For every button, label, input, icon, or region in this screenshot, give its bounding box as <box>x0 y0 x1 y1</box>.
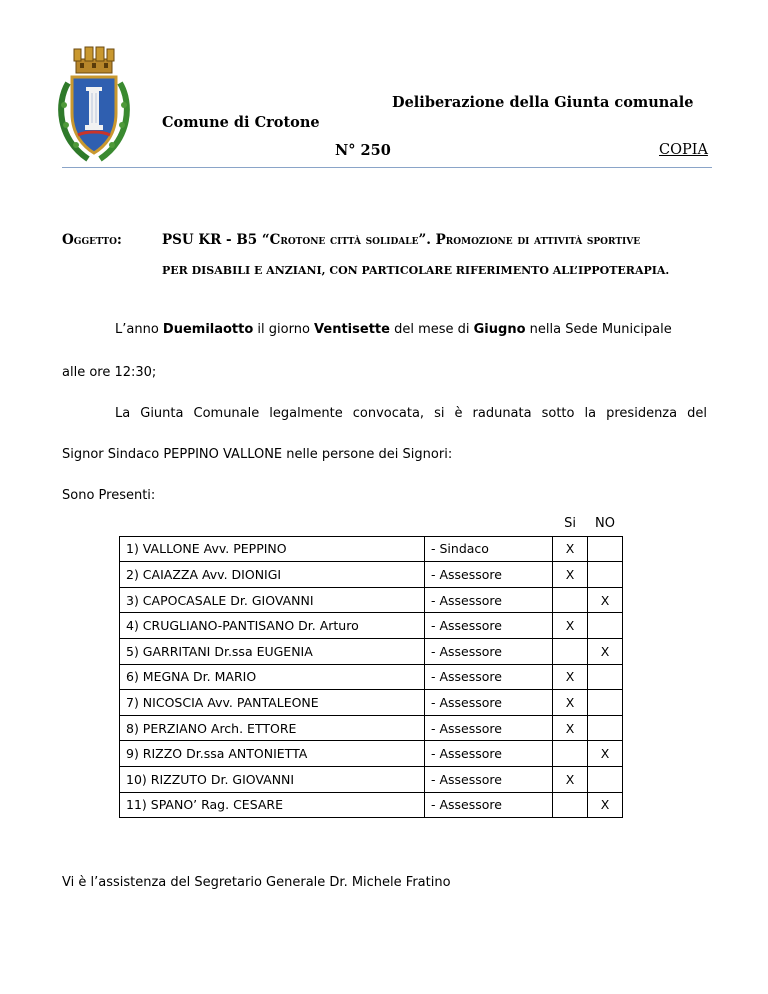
present-mark: X <box>553 613 588 639</box>
convocation-line-2: Signor Sindaco PEPPINO VALLONE nelle persone dei Signori: <box>62 447 453 462</box>
member-role: - Assessore <box>425 562 553 588</box>
member-role: - Assessore <box>425 766 553 792</box>
absent-mark <box>588 664 623 690</box>
table-row <box>120 613 623 639</box>
absent-mark <box>588 715 623 741</box>
table-row <box>120 766 623 792</box>
member-role: - Sindaco <box>425 536 553 562</box>
present-mark: X <box>553 664 588 690</box>
member-name: 11) SPANO’ Rag. CESARE <box>120 792 425 818</box>
secretary-assistance-line: Vi è l’assistenza del Segretario Generale Dr. Michele Fratino <box>62 875 451 890</box>
intro-month: Giugno <box>473 322 526 337</box>
table-row <box>120 741 623 767</box>
table-row <box>120 715 623 741</box>
table-row <box>120 562 623 588</box>
member-name: 7) NICOSCIA Avv. PANTALEONE <box>120 690 425 716</box>
member-name: 1) VALLONE Avv. PEPPINO <box>120 536 425 562</box>
intro-day: Ventisette <box>314 322 390 337</box>
absent-mark <box>588 562 623 588</box>
absent-mark: X <box>588 587 623 613</box>
member-role: - Assessore <box>425 638 553 664</box>
table-row <box>120 536 623 562</box>
intro-paragraph-line-2: alle ore 12:30; <box>62 365 157 380</box>
intro-paragraph-line-1 <box>115 322 672 337</box>
absent-mark <box>588 690 623 716</box>
member-role: - Assessore <box>425 664 553 690</box>
table-row <box>120 690 623 716</box>
member-role: - Assessore <box>425 741 553 767</box>
present-mark <box>553 741 588 767</box>
absent-mark <box>588 536 623 562</box>
document-title: Deliberazione della Giunta comunale <box>392 94 694 111</box>
intro-text: del mese di <box>389 322 474 337</box>
copy-label: COPIA <box>659 142 708 158</box>
member-name: 4) CRUGLIANO-PANTISANO Dr. Arturo <box>120 613 425 639</box>
present-mark: X <box>553 766 588 792</box>
present-mark <box>553 587 588 613</box>
member-name: 6) MEGNA Dr. MARIO <box>120 664 425 690</box>
member-role: - Assessore <box>425 690 553 716</box>
municipality-name: Comune di Crotone <box>162 114 320 131</box>
intro-year: Duemilaotto <box>162 322 254 337</box>
header-spacer <box>425 511 553 536</box>
subject-line-1: PSU KR - B5 “Crotone città solidale”. Promozione di attività sportive <box>162 232 641 248</box>
attendance-table <box>119 511 623 818</box>
header-no: NO <box>595 515 615 531</box>
crotone-coat-of-arms-icon <box>54 43 134 167</box>
present-mark: X <box>553 715 588 741</box>
convocation-line-1: La Giunta Comunale legalmente convocata, si è radunata sotto la presidenza del <box>115 406 707 421</box>
present-label: Sono Presenti: <box>62 488 156 503</box>
member-name: 2) CAIAZZA Avv. DIONIGI <box>120 562 425 588</box>
intro-text: L’anno <box>115 322 163 337</box>
member-role: - Assessore <box>425 587 553 613</box>
present-mark: X <box>553 562 588 588</box>
attendance-header-row <box>120 511 623 536</box>
present-mark: X <box>553 536 588 562</box>
present-mark <box>553 638 588 664</box>
member-name: 3) CAPOCASALE Dr. GIOVANNI <box>120 587 425 613</box>
absent-mark: X <box>588 792 623 818</box>
member-role: - Assessore <box>425 792 553 818</box>
table-row <box>120 792 623 818</box>
present-mark: X <box>553 690 588 716</box>
present-mark <box>553 792 588 818</box>
header-spacer <box>120 511 425 536</box>
intro-text: nella Sede Municipale <box>525 322 672 337</box>
absent-mark: X <box>588 741 623 767</box>
header-si: Si <box>564 515 576 531</box>
member-name: 5) GARRITANI Dr.ssa EUGENIA <box>120 638 425 664</box>
member-role: - Assessore <box>425 613 553 639</box>
table-row <box>120 664 623 690</box>
absent-mark <box>588 766 623 792</box>
subject-label: Oggetto: <box>62 232 122 248</box>
member-name: 9) RIZZO Dr.ssa ANTONIETTA <box>120 741 425 767</box>
subject-line-2: PER DISABILI E ANZIANI, CON PARTICOLARE RIFERIMENTO ALL’IPPOTERAPIA. <box>162 264 670 277</box>
absent-mark <box>588 613 623 639</box>
table-row <box>120 587 623 613</box>
table-row <box>120 638 623 664</box>
member-name: 10) RIZZUTO Dr. GIOVANNI <box>120 766 425 792</box>
intro-text: il giorno <box>253 322 315 337</box>
absent-mark: X <box>588 638 623 664</box>
deliberation-number: N° 250 <box>335 142 391 159</box>
member-name: 8) PERZIANO Arch. ETTORE <box>120 715 425 741</box>
header-divider <box>62 167 712 168</box>
member-role: - Assessore <box>425 715 553 741</box>
